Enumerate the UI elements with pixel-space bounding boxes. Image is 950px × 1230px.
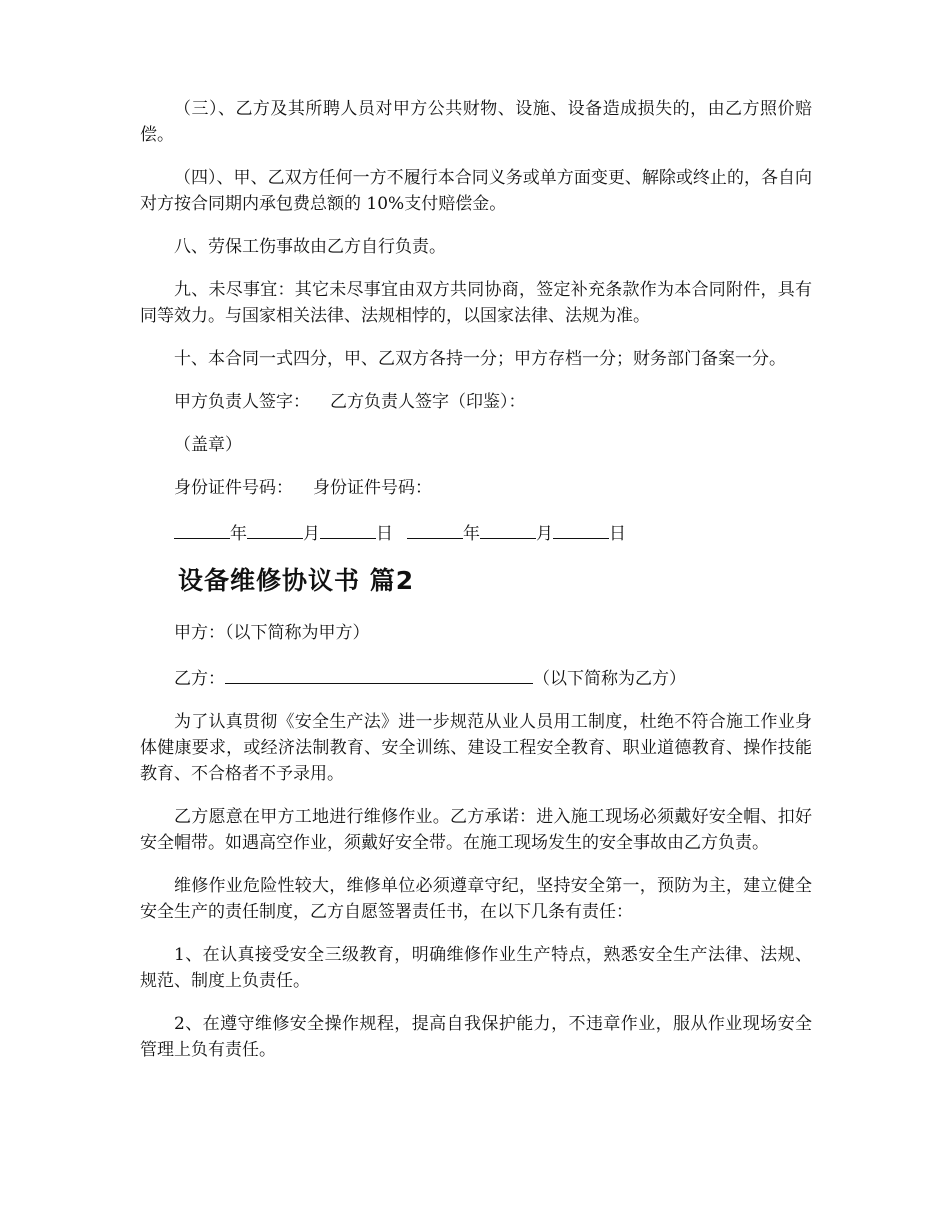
party-b-line [140, 663, 812, 692]
party-b-blank [225, 663, 533, 684]
month-blank-2 [480, 518, 536, 539]
clause-9-paragraph: 九、未尽事宜：其它未尽事宜由双方共同协商，签定补充条款作为本合同附件，具有同等效力。与国家相关法律、法规相悖的，以国家法律、法规为准。 [140, 280, 812, 326]
day-label: 日 [376, 524, 393, 544]
party-a-signature-label: 甲方负责人签字： [174, 392, 310, 412]
year-label-2: 年 [463, 524, 480, 544]
duty-item-2: 2、在遵守维修安全操作规程，提高自我保护能力，不违章作业，服从作业现场安全管理上负有责任。 [140, 1014, 812, 1060]
signature-row [140, 389, 812, 415]
day-blank [320, 518, 376, 539]
commitment-paragraph: 乙方愿意在甲方工地进行维修作业。乙方承诺：进入施工现场必须戴好安全帽、扣好安全帽带。如遇高空作业，须戴好安全带。在施工现场发生的安全事故由乙方负责。 [140, 807, 812, 853]
date-row [140, 518, 812, 547]
clause-10-paragraph: 十、本合同一式四分，甲、乙双方各持一分；甲方存档一分；财务部门备案一分。 [174, 349, 786, 369]
duty-item-1: 1、在认真接受安全三级教育，明确维修作业生产特点，熟悉安全生产法律、法规、规范、制度上负责任。 [140, 945, 812, 991]
year-blank [174, 518, 230, 539]
document-body [140, 96, 812, 1080]
year-label: 年 [230, 524, 247, 544]
party-b-label: 乙方： [174, 669, 225, 689]
day-label-2: 日 [609, 524, 626, 544]
party-a-id-label: 身份证件号码： [174, 478, 293, 498]
party-b-id-label: 身份证件号码： [313, 478, 432, 498]
party-b-suffix: （以下简称为乙方） [533, 669, 686, 689]
day-blank-2 [553, 518, 609, 539]
year-blank-2 [407, 518, 463, 539]
purpose-paragraph: 为了认真贯彻《安全生产法》进一步规范从业人员用工制度，杜绝不符合施工作业身体健康要求，或经济法制教育、安全训练、建设工程安全教育、职业道德教育、操作技能教育、不合格者不予录用。 [140, 712, 812, 784]
id-number-row [140, 475, 812, 501]
seal-label: （盖章） [174, 435, 242, 455]
month-label: 月 [303, 524, 320, 544]
clause-3-paragraph: （三）、乙方及其所聘人员对甲方公共财物、设施、设备造成损失的，由乙方照价赔偿。 [140, 99, 812, 145]
party-a-line: 甲方：（以下简称为甲方） [174, 623, 370, 643]
section-2-title: 设备维修协议书 篇2 [178, 566, 415, 595]
party-b-signature-label: 乙方负责人签字（印鉴）： [330, 392, 526, 412]
month-label-2: 月 [536, 524, 553, 544]
month-blank [247, 518, 303, 539]
clause-4-paragraph: （四）、甲、乙双方任何一方不履行本合同义务或单方面变更、解除或终止的，各自向对方按合同期内承包费总额的 10%支付赔偿金。 [140, 168, 812, 214]
responsibility-paragraph: 维修作业危险性较大，维修单位必须遵章守纪，坚持安全第一，预防为主，建立健全安全生产的责任制度，乙方自愿签署责任书，在以下几条有责任： [140, 876, 812, 922]
clause-8-paragraph: 八、劳保工伤事故由乙方自行负责。 [174, 237, 446, 257]
